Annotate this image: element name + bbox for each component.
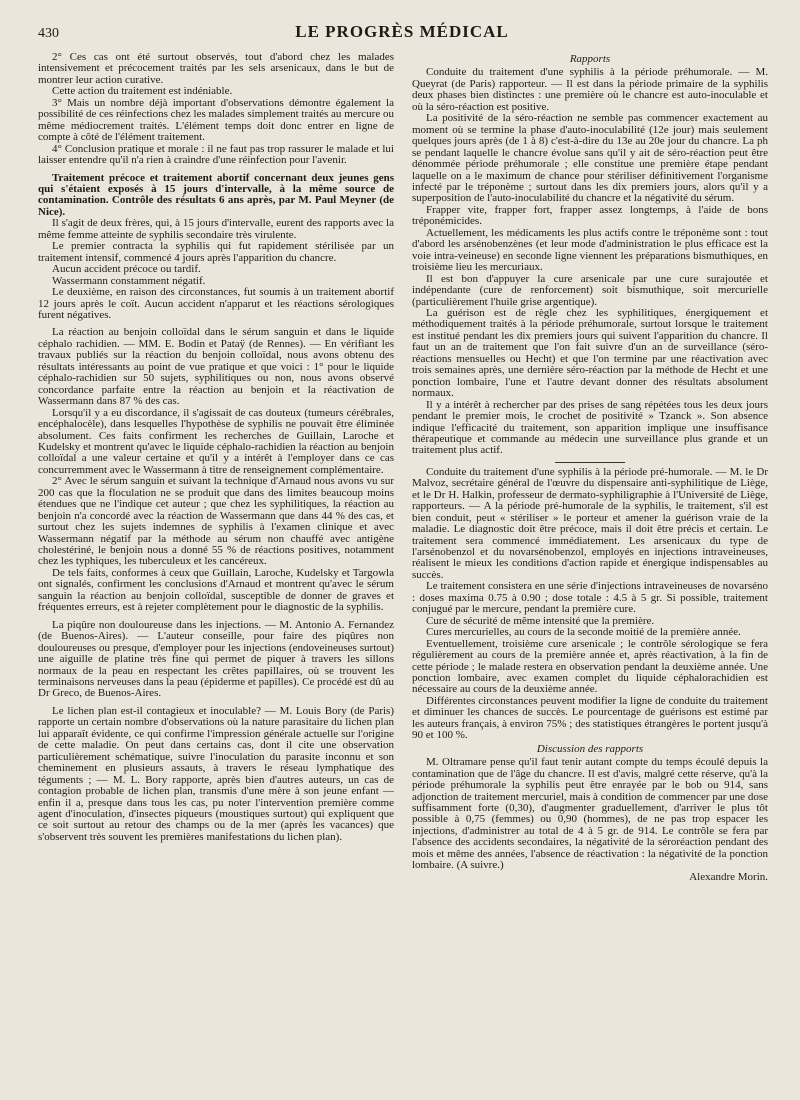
paragraph: Cette action du traitement est indéniable. xyxy=(52,85,233,98)
paragraph: Actuellement, les médicaments les plus actifs contre le tréponème sont : tout d'abord les arsénobenzènes (et leur mode d'administration le plus efficace est la voie intra-veineuse) en seconde ligne viennent les préparations bismuthiques, en troisième lieu les mercuriaux. xyxy=(412,226,768,274)
paragraph: Le premier contracta la syphilis qui fut rapidement stérilisée par un traitement intensif, commencé 4 jours après l'apparition du chancre. xyxy=(38,240,394,264)
paragraph: La positivité de la séro-réaction ne semble pas commencer exactement au moment où se termine la phase d'auto-inoculabilité (12e jour) mais seulement quelques jours après (de 1 à 8) c'est-à-dire du 13e au 20e jour du chancre. La ph se pendant laquelle le chancre évolue sans qu'il y ait de séro-réaction peut être dénommée période préhumorale ; elle constitue une première étape pendant laquelle on a le maximum de chance pour stériliser définitivement l'organisme infecté par le tréponème ; surtout dans les dix premiers jours, alors qu'il y a superposition de l'auto-inoculabilité du chancre et la négativité du sérum. xyxy=(412,112,768,205)
paragraph: Cures mercurielles, au cours de la seconde moitié de la première année. xyxy=(426,626,741,639)
paragraph: Différentes circonstances peuvent modifier la ligne de conduite du traitement et diminuer les chances de succès. Le pourcentage de guérisons est estimé par les auteurs français, à environ 75% ; des statistiques étrangères le portent jusqu'à 90 et 100 %. xyxy=(412,694,768,742)
paragraph: 2° Ces cas ont été surtout observés, tout d'abord chez les malades intensivement et précocement traités par les sels arsenicaux, dans le but de montrer leur action curative. xyxy=(38,51,394,86)
paragraph: Il y a intérêt à rechercher par des prises de sang répétées tous les deux jours pendant le premier mois, le crochet de positivité » Tzanck ». Son absence indique l'efficacité du traitement, son apparition implique une insuffisance thérapeutique et commande au médecin une surveillance plus grande et un traitement plus actif. xyxy=(412,398,768,457)
paragraph: 3° Mais un nombre déjà important d'observations démontre également la possibilité de ces réinfections chez les malades simplement traités au mercure ou même médiocrement traités. L'élément temps doit donc entrer en ligne de compte à côté de l'élément traitement. xyxy=(38,96,394,144)
paragraph: Le traitement consistera en une série d'injections intraveineuses de novarséno : doses maxima 0.75 à 0.90 ; dose totale : 4.5 à 5 gr. Si possible, traitement conjugué par le mercure, pendant la première cure. xyxy=(412,580,768,616)
page-number: 430 xyxy=(38,26,59,41)
paragraph: Cure de sécurité de même intensité que la première. xyxy=(426,614,655,627)
right-column xyxy=(412,52,768,883)
section-paragraph: Conduite du traitement d'une syphilis à la période pré-humorale. — M. le Dr Malvoz, secrétaire général de l'œuvre du dispensaire anti-syphilitique de Liège, et le Dr H. Halkin, professeur de dermato-syphiligraphie à l'Université de Liège, rapporteurs. — A la période pré-humorale de la syphilis, le traitement, s'il est bien conduit, peut « stériliser » le porteur et amener la guérison vraie de la maladie. Le diagnostic doit être précoce, mais il doit être précis et certain. Le traitement sera commencé immédiatement. Les arsenicaux du type de l'arsénobenzol et du novarsénobenzol, employés en injections intraveineuses, réalisent le mieux les conditions d'action rapide et énergique indispensables au succès. xyxy=(412,465,768,581)
paragraph: Il est bon d'appuyer la cure arsenicale par une cure surajoutée et indépendante (cure de renforcement) soit bismuthique, soit mercurielle (particulièrement l'huile grise argentique). xyxy=(412,272,768,308)
paragraph: De tels faits, conformes à ceux que Guillain, Laroche, Kudelsky et Targowla ont signalés, confirment les conclusions d'Arnaud et montrent qu'avec le sérum sanguin la réaction au benjoin colloïdal, susceptible de donner de graves et fréquentes erreurs, est à rejeter complètement pour le diagnostic de la syphilis. xyxy=(38,566,394,614)
section-heading-discussion: Discussion des rapports xyxy=(536,742,644,755)
paragraph: 2° Avec le sérum sanguin et suivant la technique d'Arnaud nous avons vu sur 200 cas que la floculation ne se produit que dans des limites beaucoup moins étendues que ne l'indique cet auteur ; que chez les syphilitiques, la réaction au benjoin n'a concordé avec la réaction de Wassermann que dans 44 % des cas, et surtout chez les sujets indemnes de syphilis à l'examen clinique et avec Wassermann négatif par la méthode au sérum non chauffé avec antigène cholestériné, le benjoin nous a donné 55 % de réactions positives, notamment chez les typhiques, les tuberculeux et les cancéreux. xyxy=(38,475,394,568)
paragraph: Aucun accident précoce ou tardif. xyxy=(52,263,201,276)
section-paragraph: Conduite du traitement d'une syphilis à la période préhumorale. — M. Queyrat (de Paris) rapporteur. — Il est dans la période primaire de la syphilis deux phases bien distinctes : une première où le chancre est auto-inoculable et où la séro-réaction est positive. xyxy=(412,66,768,113)
paragraph: Wassermann constamment négatif. xyxy=(52,274,206,287)
running-title: LE PROGRÈS MÉDICAL xyxy=(295,22,509,41)
paragraph: Le deuxième, en raison des circonstances, fut soumis à un traitement abortif 12 jours après le coït. Aucun accident n'apparut et les réactions sérologiques furent négatives. xyxy=(38,286,394,321)
page-header xyxy=(38,22,766,46)
paragraph: La guérison est de règle chez les syphilitiques, énergiquement et méthodiquement traités à la période préhumorale, surtout lorsque le traitement est institué pendant les dix premiers jours qui suivent l'apparition du chancre. Il faut un an de traitement que l'on fait suivre d'un an de surveillance (séro-réactions mensuelles ou Hecht) et que l'on termine par une réactivation avec trois semaines après, une dernière séro-réaction par la méthode de Hecht et une ponction lombaire, l'une et l'autre devant donner des résultats absolument normaux. xyxy=(412,306,768,400)
paragraph: Lorsqu'il y a eu discordance, il s'agissait de cas douteux (tumeurs cérébrales, encéphalocèle), dans lesquelles l'hypothèse de syphilis ne pouvait être éliminée absolument. Ces faits confirment les recherches de Guillain, Laroche et Kudelsky et montrent qu'avec le liquide céphalo-rachidien la réaction au benjoin colloïdal a une valeur certaine et qu'il y a intérêt à l'employer dans ce cas concurremment avec le Wassermann à titre de renseignement complémentaire. xyxy=(38,406,394,476)
section-title: Traitement précoce et traitement abortif concernant deux jeunes gens qui s'étaient exposés à 15 jours d'intervalle, à la même source de contamination. Contrôle des résultats 6 ans après, par M. Paul Meyner (de Nice). xyxy=(38,171,394,218)
section-heading-rapports: Rapports xyxy=(569,53,611,65)
section-divider xyxy=(555,462,625,463)
paragraph: Frapper vite, frapper fort, frapper assez longtemps, à l'aide de bons tréponémicides. xyxy=(412,203,768,228)
paragraph: Eventuellement, troisième cure arsenicale ; le contrôle sérologique se fera régulièrement au cours de la première année et, après réactivation, à la fin de cette période ; le malade restera en observation pendant la deuxième année. Une ponction lombaire, avec examen complet du liquide céphalorachidien est nécessaire au cours de la deuxième année. xyxy=(412,637,768,696)
section-paragraph: Le lichen plan est-il contagieux et inoculable? — M. Louis Bory (de Paris) rapporte un certain nombre d'observations où la nature parasitaire du lichen plan lui apparaît évidente, ce qui confirme l'impression générale actuelle sur l'origine de cette maladie. On peut dans certains cas, dont il cite une observation particulièrement schématique, suivre l'inoculation du parasite inconnu et son cheminement en plusieurs assauts, à travers le réseau lymphatique des téguments ; — M. L. Bory rapporte, après bien d'autres auteurs, un cas de contagion probable de lichen plan, transmis d'une mère à son jeune enfant — enfin il a, presque dans tous les cas, pu noter l'intervention première comme agent d'inoculation, d'insectes piqueurs (moustiques surtout) qui expliquent que ce soit surtout au retour des champs ou de la mer (après les vacances) que s'observent très souvent les premières manifestations du lichen plan). xyxy=(38,704,394,843)
section-paragraph: La réaction au benjoin colloïdal dans le sérum sanguin et dans le liquide céphalo rachidien. — MM. E. Bodin et Pataÿ (de Rennes). — En vérifiant les travaux publiés sur la réaction du benjoin colloïdal, nous avons obtenu des résultats intéressants au point de vue pratique et que voici : 1° pour le liquide céphalo-rachidien sur 50 sujets, syphilitiques ou non, nous avons observé concordance parfaite entre la réaction au benjoin et la réactivation de Wassermann dans 87 % des cas. xyxy=(38,326,394,408)
paragraph: M. Oltramare pense qu'il faut tenir autant compte du temps écoulé depuis la contamination que de l'âge du chancre. Il est d'avis, malgré cette réserve, qu'à la période préhumorale la syphilis peut être enrayée par le bob ou 914, sans adjonction de traitement mercuriel, mais à condition de commencer par une dose suffisamment forte (0,30), d'augmenter graduellement, d'arriver le plus tôt possible à 0,75 (femmes) ou 0,90 (hommes), de ne pas trop espacer les injections, d'administrer au total de 4 à 5 gr. de 914. Le contrôle se fera par l'absence des accidents secondaires, la négativité de la séroréaction pendant des mois et même des années, l'absence de réactivation : la négativité de la ponction lombaire. (A suivre.) xyxy=(412,756,768,872)
paragraph: Il s'agit de deux frères, qui, à 15 jours d'intervalle, eurent des rapports avec la même femme atteinte de syphilis secondaire très virulente. xyxy=(38,217,394,241)
author-signature: Alexandre Morin. xyxy=(689,870,768,883)
section-paragraph: La piqûre non douloureuse dans les injections. — M. Antonio A. Fernandez (de Buenos-Aires). — L'auteur conseille, pour faire des piqûres non douloureuses ou presque, d'employer pour les injections (endoveineuses surtout) une aiguille de platine très fine qui permet de piquer à travers les sillons normaux de la peau en respectant les crêtes papillaires, où se trouvent les terminaisons nerveuses dans la peau (épiderme et papilles). Ce procédé est dû au Dr Greco, de Buenos-Aires. xyxy=(38,618,394,700)
left-column xyxy=(38,52,394,843)
paragraph: 4° Conclusion pratique et morale : il ne faut pas trop rassurer le malade et lui laisser entendre qu'il n'a rien à craindre d'une réinfection pour l'avenir. xyxy=(38,142,394,167)
